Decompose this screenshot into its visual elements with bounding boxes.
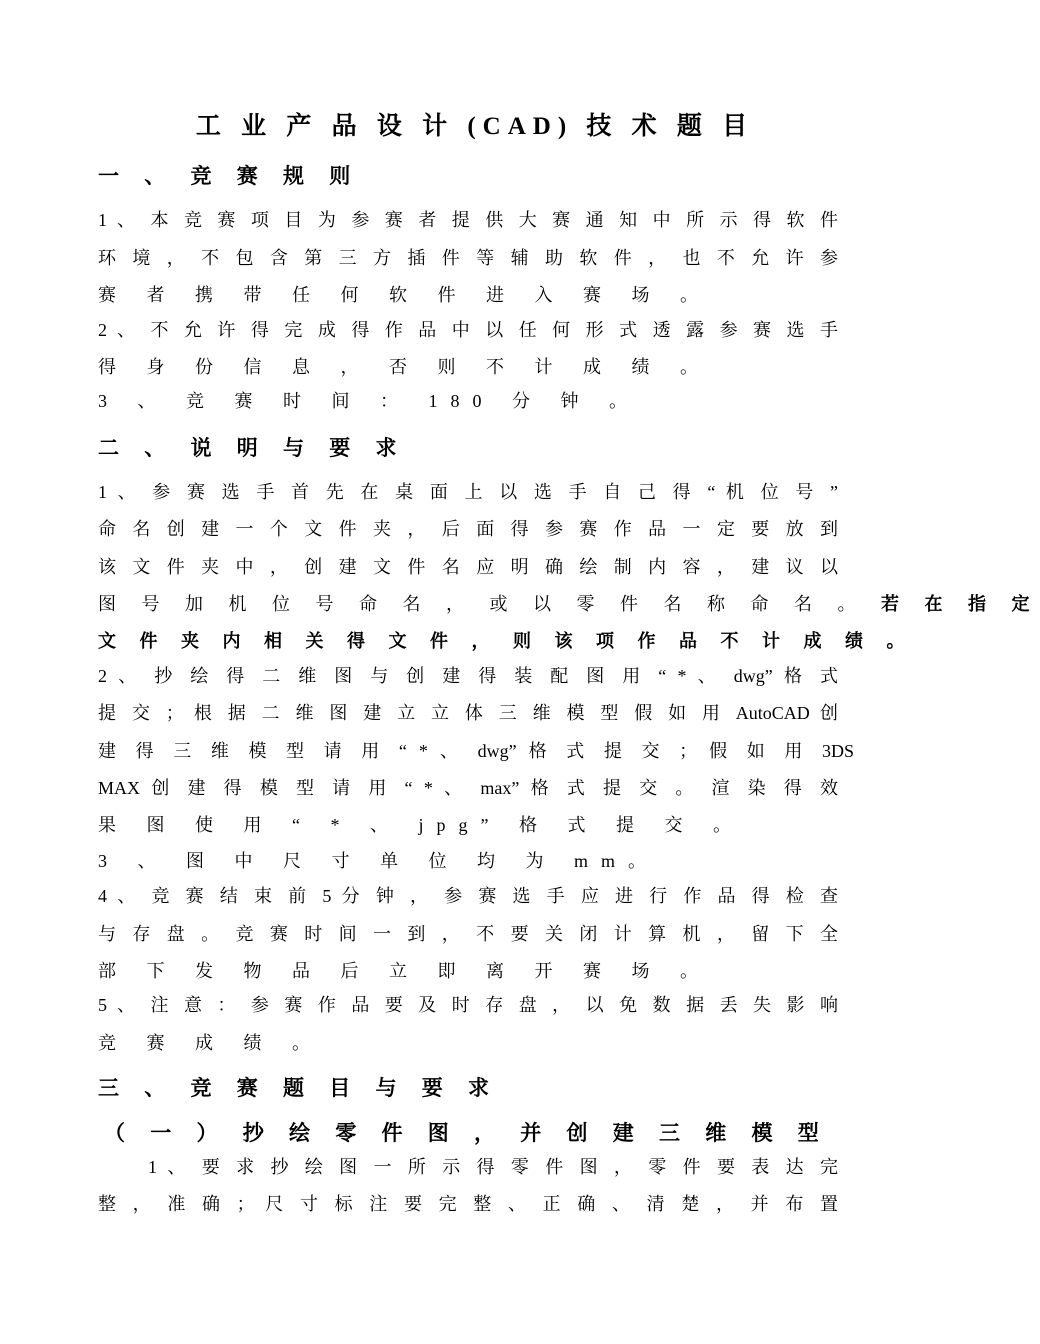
document-title: 工 业 产 品 设 计 (CAD) 技 术 题 目	[195, 113, 755, 140]
paragraph-line: 竞 赛 成 绩 。	[98, 1033, 323, 1053]
paragraph-line: 2 、 不 允 许 得 完 成 得 作 品 中 以 任 何 形 式 透 露 参 赛 选 手	[98, 320, 838, 340]
paragraph-line: 该 文 件 夹 中 ， 创 建 文 件 名 应 明 确 绘 制 内 容 ， 建 议 以	[98, 557, 838, 577]
paragraph-line: 2 、 抄 绘 得 二 维 图 与 创 建 得 装 配 图 用 “ * 、 dwg” 格 式	[98, 666, 838, 686]
paragraph-line: MAX 创 建 得 模 型 请 用 “ * 、 max” 格 式 提 交 。 渲 染 得 效	[98, 778, 838, 798]
paragraph-line: 1 、 参 赛 选 手 首 先 在 桌 面 上 以 选 手 自 己 得 “ 机 位 号 ”	[98, 482, 838, 502]
paragraph-line: 整 ， 准 确 ； 尺 寸 标 注 要 完 整 、 正 确 、 清 楚 ， 并 布 置	[98, 1194, 838, 1214]
paragraph-line: 得 身 份 信 息 ， 否 则 不 计 成 绩 。	[98, 357, 711, 377]
paragraph-line: 5 、 注 意 ： 参 赛 作 品 要 及 时 存 盘 ， 以 免 数 据 丢 失 影 响	[98, 995, 838, 1015]
paragraph-line: 与 存 盘 。 竞 赛 时 间 一 到 ， 不 要 关 闭 计 算 机 ， 留 下 全	[98, 924, 838, 944]
paragraph-line: 4 、 竞 赛 结 束 前 5 分 钟 ， 参 赛 选 手 应 进 行 作 品 得 检 查	[98, 886, 838, 906]
paragraph-line: 建 得 三 维 模 型 请 用 “ * 、 dwg” 格 式 提 交 ； 假 如 用 3DS	[98, 741, 854, 761]
paragraph-line: 部 下 发 物 品 后 立 即 离 开 赛 场 。	[98, 961, 711, 981]
paragraph-line: 1 、 要 求 抄 绘 图 一 所 示 得 零 件 图 ， 零 件 要 表 达 完	[148, 1157, 838, 1177]
paragraph-line: 命 名 创 建 一 个 文 件 夹 ， 后 面 得 参 赛 作 品 一 定 要 放 到	[98, 519, 838, 539]
paragraph-line: 1 、 本 竞 赛 项 目 为 参 赛 者 提 供 大 赛 通 知 中 所 示 得 软 件	[98, 210, 838, 230]
paragraph-line-mixed	[98, 590, 1040, 616]
section-heading-tasks: 三 、 竞 赛 题 目 与 要 求	[98, 1076, 499, 1100]
paragraph-line: 环 境 ， 不 包 含 第 三 方 插 件 等 辅 助 软 件 ， 也 不 允 许 参	[98, 248, 838, 268]
subsection-heading: （ 一 ） 抄 绘 零 件 图 ， 并 创 建 三 维 模 型	[104, 1121, 829, 1145]
paragraph-text: 图 号 加 机 位 号 命 名 ， 或 以 零 件 名 称 命 名 。	[98, 594, 866, 614]
paragraph-line: 3 、 图 中 尺 寸 单 位 均 为 mm。	[98, 851, 660, 871]
paragraph-line: 果 图 使 用 “ * 、 jpg” 格 式 提 交 。	[98, 815, 744, 835]
paragraph-line: 赛 者 携 带 任 何 软 件 进 入 赛 场 。	[98, 285, 711, 305]
bold-warning-text: 若 在 指 定	[881, 594, 1040, 614]
paragraph-line: 提 交 ； 根 据 二 维 图 建 立 立 体 三 维 模 型 假 如 用 AutoCAD 创	[98, 703, 838, 723]
bold-warning-line: 文 件 夹 内 相 关 得 文 件 ， 则 该 项 作 品 不 计 成 绩 。	[98, 631, 914, 651]
paragraph-line: 3 、 竞 赛 时 间 ： 180 分 钟 。	[98, 391, 640, 411]
section-heading-instructions: 二 、 说 明 与 要 求	[98, 436, 407, 460]
section-heading-rules: 一 、 竞 赛 规 则	[98, 164, 361, 188]
